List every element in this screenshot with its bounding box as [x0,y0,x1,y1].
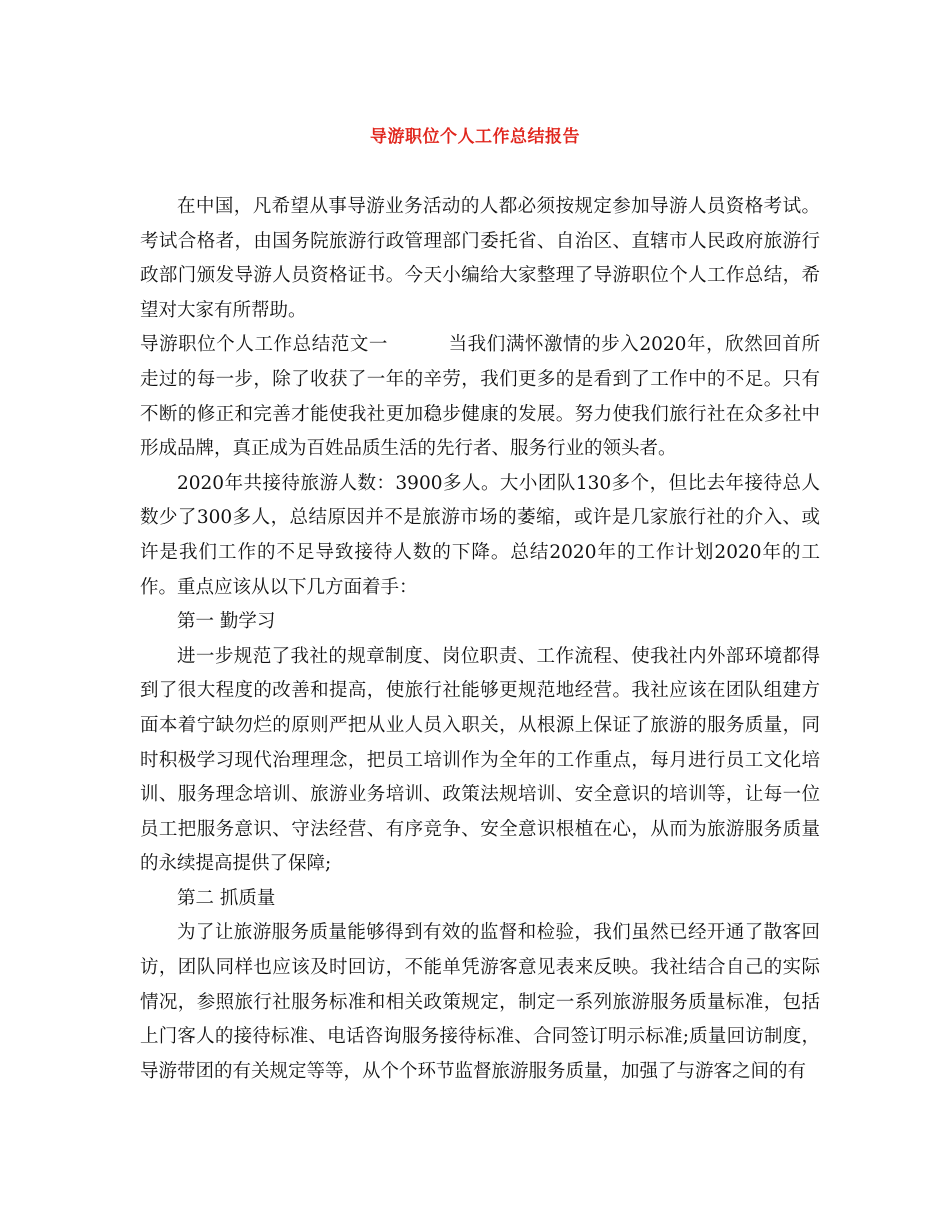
section2-heading: 第二 抓质量 [177,887,276,909]
sample-paragraph [140,328,820,466]
stats-paragraph: 2020年共接待旅游人数：3900多人。大小团队130多个，但比去年接待总人数少了300多人，总结原因并不是旅游市场的萎缩，或许是几家旅行社的介入、或许是我们工作的不足导致接待人数的下降。总结2020年的工作计划2020年的工作。重点应该从以下几方面着手： [140,472,820,598]
document-title: 导游职位个人工作总结报告 [370,127,580,147]
sample-opening-text: 当我们满怀激情的步入2020年，欣然回首所走过的每一步，除了收获了一年的辛劳，我们更多的是看到了工作中的不足。只有不断的修正和完善才能使我社更加稳步健康的发展。努力使我们旅行社在众多社中形成品牌，真正成为百姓品质生活的先行者、服务行业的领头者。 [140,334,820,460]
document-body [140,190,820,1089]
section2-paragraph: 为了让旅游服务质量能够得到有效的监督和检验，我们虽然已经开通了散客回访，团队同样也应该及时回访，不能单凭游客意见表来反映。我社结合自己的实际情况，参照旅行社服务标准和相关政策规定，制定一系列旅游服务质量标准，包括上门客人的接待标准、电话咨询服务接待标准、合同签订明示标准;质量回访制度，导游带团的有关规定等等，从个个环节监督旅游服务质量，加强了与游客之间的有 [140,922,820,1082]
section1-heading: 第一 勤学习 [177,611,276,633]
sample-heading: 导游职位个人工作总结范文一 [140,334,389,356]
section1-paragraph: 进一步规范了我社的规章制度、岗位职责、工作流程、使我社内外部环境都得到了很大程度的改善和提高，使旅行社能够更规范地经营。我社应该在团队组建方面本着宁缺勿烂的原则严把从业人员入职关，从根源上保证了旅游的服务质量，同时积极学习现代治理理念，把员工培训作为全年的工作重点，每月进行员工文化培训、服务理念培训、旅游业务培训、政策法规培训、安全意识的培训等，让每一位员工把服务意识、守法经营、有序竞争、安全意识根植在心，从而为旅游服务质量的永续提高提供了保障; [140,645,820,875]
intro-paragraph: 在中国，凡希望从事导游业务活动的人都必须按规定参加导游人员资格考试。考试合格者，由国务院旅游行政管理部门委托省、自治区、直辖市人民政府旅游行政部门颁发导游人员资格证书。今天小编给大家整理了导游职位个人工作总结，希望对大家有所帮助。 [140,196,820,321]
